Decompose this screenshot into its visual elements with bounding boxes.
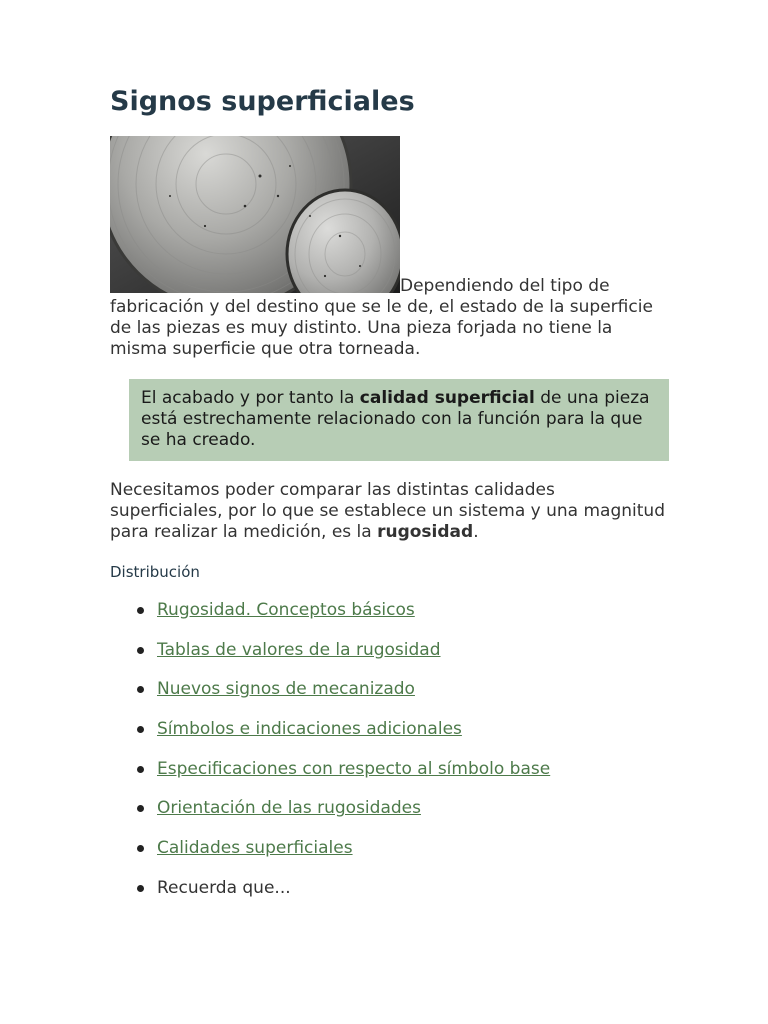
section-heading: Distribución xyxy=(110,563,200,581)
note-text-end: de una pieza está estrechamente relacionado con la función para la que se ha creado. xyxy=(141,388,650,450)
toc-link[interactable]: Nuevos signos de mecanizado xyxy=(157,679,415,700)
paragraph-text-start: Necesitamos poder comparar las distintas calidades superficiales, por lo que se establece un sistema y una magnitud para realizar la medición, es la xyxy=(110,480,665,542)
toc-link[interactable]: Rugosidad. Conceptos básicos xyxy=(157,600,415,620)
intro-paragraph xyxy=(110,136,670,360)
bullet-icon xyxy=(137,607,144,614)
page-title: Signos superficiales xyxy=(110,86,415,117)
toc-text: Recuerda que... xyxy=(157,877,291,898)
list-item xyxy=(110,600,670,640)
body-paragraph xyxy=(110,480,670,543)
distribution-list xyxy=(110,600,670,918)
list-item xyxy=(110,838,670,878)
metal-surfaces-photo xyxy=(110,136,400,293)
intro-text: Dependiendo del tipo de fabricación y del destino que se le de, el estado de la superficie de las piezas es muy distinto. Una pieza forjada no tiene la misma superficie que otra torneada. xyxy=(110,276,653,359)
toc-link[interactable]: Tablas de valores de la rugosidad xyxy=(157,639,441,660)
bullet-icon xyxy=(137,766,144,773)
document-content xyxy=(110,82,670,918)
list-item xyxy=(110,798,670,838)
bullet-icon xyxy=(137,845,144,852)
bullet-icon xyxy=(137,647,144,654)
list-item xyxy=(110,640,670,680)
list-item xyxy=(110,679,670,719)
toc-link[interactable]: Orientación de las rugosidades xyxy=(157,798,421,819)
toc-link[interactable]: Especificaciones con respecto al símbolo base xyxy=(157,758,551,779)
paragraph-text-end: . xyxy=(473,522,479,542)
highlight-note xyxy=(129,379,669,461)
bullet-icon xyxy=(137,726,144,733)
note-text-start: El acabado y por tanto la xyxy=(141,388,360,408)
paragraph-bold-term: rugosidad xyxy=(377,522,474,542)
bullet-icon xyxy=(137,686,144,693)
list-item xyxy=(110,878,670,918)
bullet-icon xyxy=(137,805,144,812)
bullet-icon xyxy=(137,885,144,892)
list-item xyxy=(110,719,670,759)
note-bold-term: calidad superficial xyxy=(359,388,535,408)
toc-link[interactable]: Calidades superficiales xyxy=(157,838,353,859)
list-item xyxy=(110,759,670,799)
toc-link[interactable]: Símbolos e indicaciones adicionales xyxy=(157,719,462,740)
